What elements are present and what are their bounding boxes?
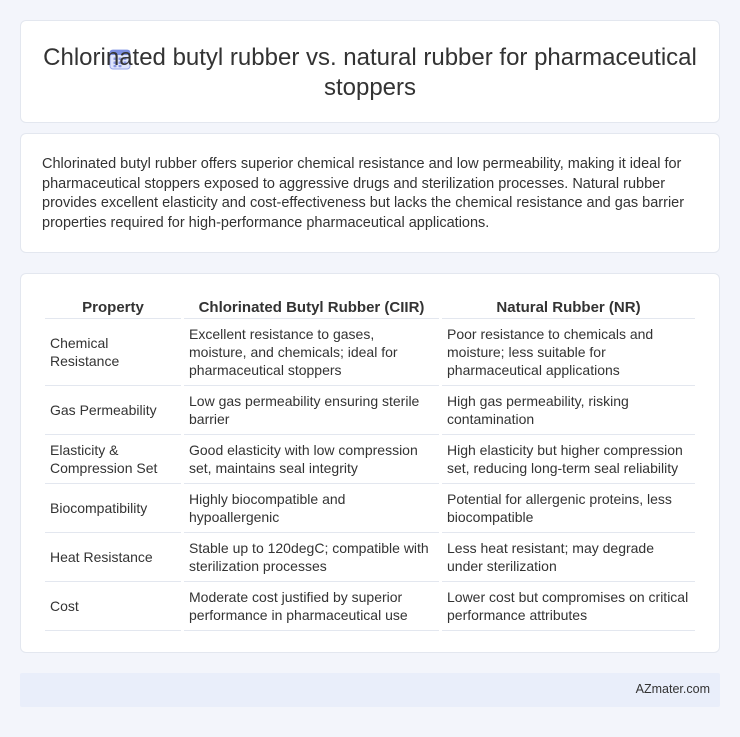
summary-text: Chlorinated butyl rubber offers superior chemical resistance and low permeability, making it ideal for pharmaceutical stoppers exposed to aggressive drugs and sterilization processes. Natural rubber provides excellent elasticity and cost-effectiveness but lacks the chemical resistance and gas barrier properties required for high-performance pharmaceutical applications. xyxy=(42,156,685,231)
cell-ciir: Excellent resistance to gases, moisture, and chemicals; ideal for pharmaceutical stoppers xyxy=(184,319,439,386)
header-property: Property xyxy=(45,295,181,319)
cell-property: Biocompatibility xyxy=(45,484,181,533)
cell-nr: High gas permeability, risking contamination xyxy=(442,386,695,435)
cell-property: Chemical Resistance xyxy=(45,319,181,386)
table-header-row xyxy=(45,295,695,319)
table-row xyxy=(45,435,695,484)
cell-ciir: Moderate cost justified by superior performance in pharmaceutical use xyxy=(184,582,439,631)
header-ciir: Chlorinated Butyl Rubber (CIIR) xyxy=(184,295,439,319)
table-row xyxy=(45,319,695,386)
cell-property: Elasticity & Compression Set xyxy=(45,435,181,484)
footer-site-link[interactable]: AZmater.com xyxy=(635,682,710,696)
cell-nr: Poor resistance to chemicals and moisture; less suitable for pharmaceutical applications xyxy=(442,319,695,386)
cell-ciir: Low gas permeability ensuring sterile barrier xyxy=(184,386,439,435)
title-card xyxy=(20,20,720,123)
cell-ciir: Stable up to 120degC; compatible with sterilization processes xyxy=(184,533,439,582)
summary-card xyxy=(20,133,720,253)
table-row xyxy=(45,533,695,582)
cell-nr: Less heat resistant; may degrade under sterilization xyxy=(442,533,695,582)
table-row xyxy=(45,484,695,533)
comparison-card xyxy=(20,273,720,653)
header-nr: Natural Rubber (NR) xyxy=(442,295,695,319)
footer-bar xyxy=(20,673,720,707)
cell-nr: Lower cost but compromises on critical performance attributes xyxy=(442,582,695,631)
cell-nr: Potential for allergenic proteins, less biocompatible xyxy=(442,484,695,533)
cell-ciir: Highly biocompatible and hypoallergenic xyxy=(184,484,439,533)
table-row xyxy=(45,386,695,435)
cell-property: Heat Resistance xyxy=(45,533,181,582)
cell-nr: High elasticity but higher compression set, reducing long-term seal reliability xyxy=(442,435,695,484)
cell-property: Gas Permeability xyxy=(45,386,181,435)
page-title: Chlorinated butyl rubber vs. natural rubber for pharmaceutical stoppers xyxy=(43,44,697,101)
table-row xyxy=(45,582,695,631)
cell-property: Cost xyxy=(45,582,181,631)
cell-ciir: Good elasticity with low compression set, maintains seal integrity xyxy=(184,435,439,484)
comparison-table xyxy=(42,295,698,631)
